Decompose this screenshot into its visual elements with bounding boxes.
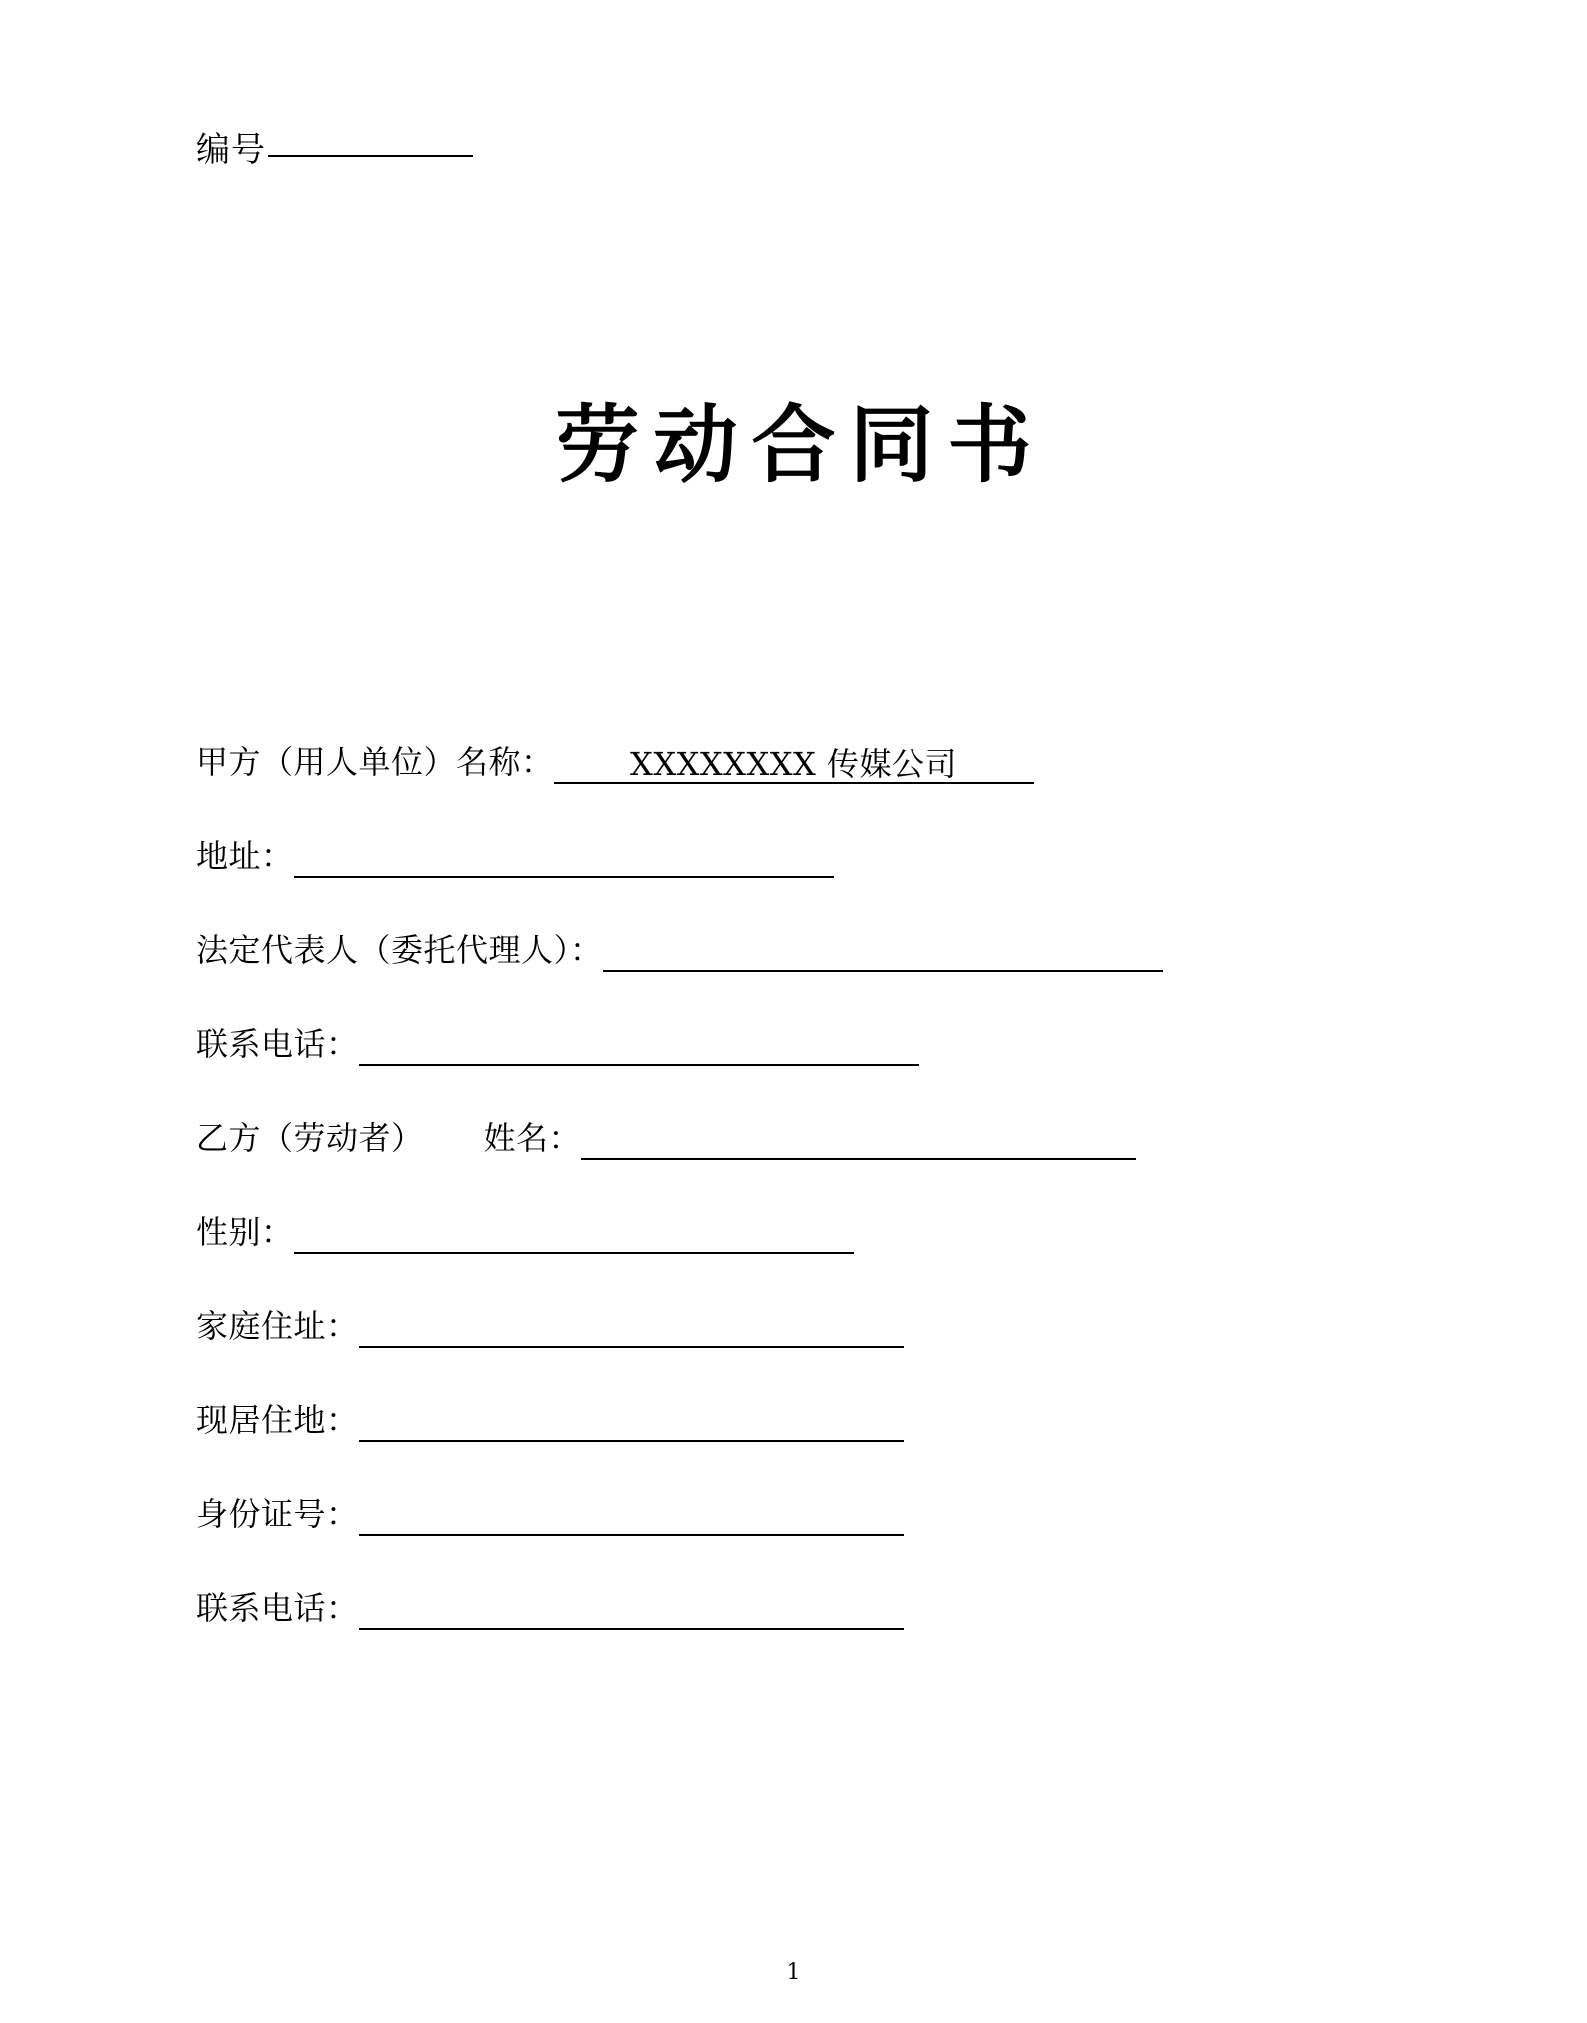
page-number: 1 [786,1960,801,1985]
field-row-legal-representative [196,928,1396,972]
employee-name-value[interactable] [581,1122,1136,1160]
employer-name-value[interactable]: XXXXXXXX 传媒公司 [554,746,1034,784]
document-number-label: 编号 [196,130,266,170]
field-row-employee-name [196,1116,1396,1160]
employee-current-address-value[interactable] [359,1404,904,1442]
employee-current-address-label: 现居住地： [196,1401,359,1439]
contract-fields [196,740,1396,1680]
field-row-employee-current-address [196,1398,1396,1442]
field-row-employer-name [196,740,1396,784]
field-row-employer-address [196,834,1396,878]
employee-phone-value[interactable] [359,1592,904,1630]
field-row-employee-phone [196,1586,1396,1630]
employer-name-label: 甲方（用人单位）名称： [196,743,554,781]
employee-id-number-label: 身份证号： [196,1495,359,1533]
employee-name-label: 姓名： [483,1119,582,1157]
employee-party-label: 乙方（劳动者） [196,1119,424,1157]
page-title: 劳动合同书 [555,395,1046,494]
employee-id-number-value[interactable] [359,1498,904,1536]
field-row-employee-gender [196,1210,1396,1254]
employee-gender-value[interactable] [294,1216,854,1254]
legal-representative-label: 法定代表人（委托代理人）： [196,931,603,969]
field-row-employer-phone [196,1022,1396,1066]
document-number-blank[interactable] [268,155,473,157]
employee-home-address-label: 家庭住址： [196,1307,359,1345]
field-row-employee-home-address [196,1304,1396,1348]
employee-gender-label: 性别： [196,1213,294,1251]
employer-address-label: 地址： [196,837,294,875]
legal-representative-value[interactable] [603,934,1163,972]
employee-home-address-value[interactable] [359,1310,904,1348]
document-number-line [196,122,473,171]
employer-address-value[interactable] [294,840,834,878]
employer-phone-value[interactable] [359,1028,919,1066]
employee-phone-label: 联系电话： [196,1589,359,1627]
field-row-employee-id-number [196,1492,1396,1536]
employer-phone-label: 联系电话： [196,1025,359,1063]
